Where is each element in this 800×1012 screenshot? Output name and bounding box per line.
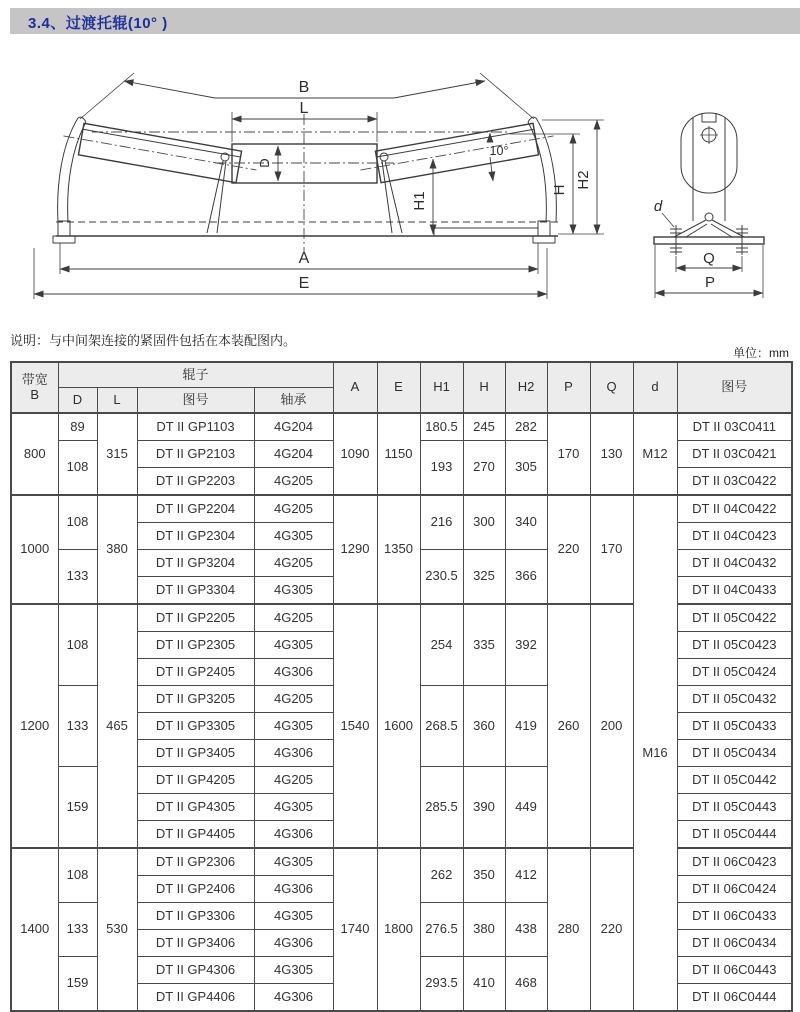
dim-q-cell: 200	[590, 604, 633, 848]
roller-diameter-cell: 159	[58, 957, 97, 1012]
roller-code-cell: DT II GP2203	[137, 468, 254, 496]
roller-length-cell: 465	[97, 604, 137, 848]
dim-l	[232, 100, 377, 142]
bearing-cell: 4G306	[254, 740, 333, 767]
roller-code-cell: DT II GP2405	[137, 659, 254, 686]
roller-diameter-cell: 108	[58, 441, 97, 496]
dim-h1-cell: 276.5	[420, 903, 463, 957]
bearing-cell: 4G205	[254, 686, 333, 713]
side-view	[654, 113, 764, 298]
dim-h1-cell: 180.5	[420, 413, 463, 441]
left-roller	[61, 120, 260, 186]
dim-h-label: H	[551, 184, 568, 196]
assembly-code-cell: DT II 03C0411	[677, 413, 792, 441]
dim-h1-cell: 285.5	[420, 767, 463, 849]
roller-code-cell: DT II GP3305	[137, 713, 254, 740]
roller-code-cell: DT II GP2205	[137, 604, 254, 632]
dim-p-cell: 220	[547, 495, 590, 604]
left-support-bracket	[207, 153, 229, 233]
roller-code-cell: DT II GP3304	[137, 577, 254, 605]
dim-h2-cell: 366	[505, 550, 547, 605]
dim-d	[257, 146, 278, 181]
roller-code-cell: DT II GP4405	[137, 821, 254, 849]
bearing-cell: 4G305	[254, 794, 333, 821]
roller-code-cell: DT II GP4306	[137, 957, 254, 984]
mount-plate	[654, 237, 764, 244]
band-width-cell: 800	[11, 413, 58, 495]
header-q: Q	[590, 362, 633, 413]
header-h1: H1	[420, 362, 463, 413]
dim-e-cell: 1600	[377, 604, 420, 848]
right-support-bracket	[380, 153, 402, 233]
band-width-cell: 1200	[11, 604, 58, 848]
dim-angle	[490, 133, 509, 181]
assembly-code-cell: DT II 05C0444	[677, 821, 792, 849]
dim-h-cell: 300	[463, 495, 505, 550]
dim-q-cell: 170	[590, 495, 633, 604]
bearing-cell: 4G306	[254, 984, 333, 1012]
dim-h1-cell: 254	[420, 604, 463, 686]
dim-h2-cell: 282	[505, 413, 547, 441]
assembly-note: 说明：与中间架连接的紧固件包括在本装配图内。	[10, 333, 297, 348]
section-title: 3.4、过渡托辊(10° )	[28, 15, 168, 32]
dim-h-cell: 350	[463, 848, 505, 903]
right-roller	[358, 120, 557, 186]
dim-h1-label: H1	[411, 191, 428, 211]
dim-h2-cell: 340	[505, 495, 547, 550]
bearing-cell: 4G204	[254, 441, 333, 468]
dim-a-cell: 1540	[333, 604, 377, 848]
roller-code-cell: DT II GP1103	[137, 413, 254, 441]
roller-code-cell: DT II GP2306	[137, 848, 254, 876]
dim-p-cell: 260	[547, 604, 590, 848]
assembly-code-cell: DT II 06C0424	[677, 876, 792, 903]
dim-h2-cell: 438	[505, 903, 547, 957]
bearing-cell: 4G305	[254, 957, 333, 984]
dim-e-label: E	[298, 275, 310, 292]
roller-diameter-cell: 108	[58, 495, 97, 550]
assembly-code-cell: DT II 05C0443	[677, 794, 792, 821]
bearing-cell: 4G306	[254, 821, 333, 849]
header-p: P	[547, 362, 590, 413]
dim-h1-cell: 216	[420, 495, 463, 550]
dim-q	[676, 250, 742, 272]
right-bolt	[736, 225, 748, 255]
dim-e-cell: 1150	[377, 413, 420, 495]
bearing-cell: 4G305	[254, 577, 333, 605]
assembly-code-cell: DT II 04C0422	[677, 495, 792, 523]
assembly-code-cell: DT II 06C0423	[677, 848, 792, 876]
dim-p-cell: 170	[547, 413, 590, 495]
header-h: H	[463, 362, 505, 413]
dim-a-cell: 1740	[333, 848, 377, 1011]
assembly-code-cell: DT II 06C0433	[677, 903, 792, 930]
assembly-code-cell: DT II 05C0442	[677, 767, 792, 794]
dim-h-cell: 325	[463, 550, 505, 605]
dim-h1-cell: 262	[420, 848, 463, 903]
bearing-cell: 4G205	[254, 604, 333, 632]
assembly-code-cell: DT II 05C0423	[677, 632, 792, 659]
roller-code-cell: DT II GP3405	[137, 740, 254, 767]
dim-bolt-d	[654, 198, 674, 227]
front-view	[34, 73, 604, 299]
dim-h2-label: H2	[575, 170, 592, 190]
roller-code-cell: DT II GP3406	[137, 930, 254, 957]
bolt-size-cell: M16	[633, 495, 677, 1011]
assembly-code-cell: DT II 03C0421	[677, 441, 792, 468]
bearing-cell: 4G204	[254, 413, 333, 441]
header-fig-no: 图号	[677, 362, 792, 413]
assembly-code-cell: DT II 05C0422	[677, 604, 792, 632]
dim-h2-cell: 412	[505, 848, 547, 903]
header-band-line2: B	[30, 386, 40, 402]
section-title-bar	[10, 8, 800, 34]
base-frame	[53, 221, 558, 243]
center-roller	[215, 144, 394, 183]
right-side-guard	[528, 117, 556, 222]
roller-code-cell: DT II GP3204	[137, 550, 254, 577]
header-a: A	[333, 362, 377, 413]
table-row	[11, 495, 792, 523]
header-band-line1: 带宽	[21, 371, 48, 387]
dim-e-cell: 1800	[377, 848, 420, 1011]
bearing-cell: 4G306	[254, 876, 333, 903]
dim-e	[34, 248, 547, 299]
roller-code-cell: DT II GP3306	[137, 903, 254, 930]
dim-h1-cell: 230.5	[420, 550, 463, 605]
assembly-code-cell: DT II 03C0422	[677, 468, 792, 496]
bearing-cell: 4G305	[254, 903, 333, 930]
dim-h2-cell: 449	[505, 767, 547, 849]
spec-table	[10, 361, 793, 1012]
dim-b-label: B	[298, 79, 310, 96]
table-header	[11, 362, 792, 413]
dim-h1	[411, 159, 433, 234]
band-width-cell: 1400	[11, 848, 58, 1011]
header-roller-d: D	[58, 388, 97, 414]
roller-length-cell: 315	[97, 413, 137, 495]
header-h2: H2	[505, 362, 547, 413]
dim-l-label: L	[299, 100, 309, 117]
dim-q-label: Q	[703, 250, 715, 267]
unit-label: 单位：mm	[733, 346, 789, 360]
table-row	[11, 413, 792, 441]
technical-drawing	[10, 56, 790, 320]
roller-code-cell: DT II GP3205	[137, 686, 254, 713]
bearing-cell: 4G205	[254, 495, 333, 523]
dim-h1-cell: 193	[420, 441, 463, 496]
header-bearing: 轴承	[254, 388, 333, 414]
header-e: E	[377, 362, 420, 413]
dim-p-cell: 280	[547, 848, 590, 1011]
roller-diameter-cell: 89	[58, 413, 97, 441]
bearing-cell: 4G305	[254, 848, 333, 876]
dim-d-label: D	[257, 158, 272, 168]
dim-e-cell: 1350	[377, 495, 420, 604]
roller-diameter-cell: 133	[58, 903, 97, 957]
bearing-cell: 4G205	[254, 767, 333, 794]
assembly-code-cell: DT II 04C0433	[677, 577, 792, 605]
dim-h-cell: 360	[463, 686, 505, 767]
roller-code-cell: DT II GP4406	[137, 984, 254, 1012]
dim-h2-cell: 392	[505, 604, 547, 686]
roller-diameter-cell: 159	[58, 767, 97, 849]
roller-code-cell: DT II GP2204	[137, 495, 254, 523]
dim-h-cell: 410	[463, 957, 505, 1012]
assembly-code-cell: DT II 05C0433	[677, 713, 792, 740]
dim-a-cell: 1290	[333, 495, 377, 604]
dim-a	[60, 243, 538, 274]
bolt-size-cell: M12	[633, 413, 677, 495]
dim-h2-cell: 419	[505, 686, 547, 767]
bearing-cell: 4G205	[254, 550, 333, 577]
dim-h-cell: 380	[463, 903, 505, 957]
dim-h1-cell: 293.5	[420, 957, 463, 1012]
roller-length-cell: 530	[97, 848, 137, 1011]
roller-code-cell: DT II GP2304	[137, 523, 254, 550]
dim-h1-cell: 268.5	[420, 686, 463, 767]
header-roller-l: L	[97, 388, 137, 414]
assembly-code-cell: DT II 04C0423	[677, 523, 792, 550]
bearing-cell: 4G305	[254, 713, 333, 740]
roller-diameter-cell: 133	[58, 686, 97, 767]
roller-diameter-cell: 108	[58, 848, 97, 903]
assembly-code-cell: DT II 04C0432	[677, 550, 792, 577]
dim-a-cell: 1090	[333, 413, 377, 495]
dim-p-label: P	[704, 274, 716, 291]
assembly-code-cell: DT II 06C0434	[677, 930, 792, 957]
assembly-code-cell: DT II 06C0444	[677, 984, 792, 1012]
roller-code-cell: DT II GP2406	[137, 876, 254, 903]
assembly-code-cell: DT II 06C0443	[677, 957, 792, 984]
assembly-code-cell: DT II 05C0424	[677, 659, 792, 686]
dim-h-cell: 270	[463, 441, 505, 496]
dim-q-cell: 130	[590, 413, 633, 495]
left-bolt	[670, 225, 682, 255]
dim-h-cell: 335	[463, 604, 505, 686]
bearing-cell: 4G305	[254, 523, 333, 550]
header-bolt-d: d	[633, 362, 677, 413]
header-band-width	[11, 362, 58, 413]
roller-code-cell: DT II GP2103	[137, 441, 254, 468]
roller-diameter-cell: 133	[58, 550, 97, 605]
bearing-cell: 4G306	[254, 659, 333, 686]
header-roller-code: 图号	[137, 388, 254, 414]
dim-angle-label: 10°	[489, 144, 509, 158]
dim-h2-cell: 305	[505, 441, 547, 496]
bearing-cell: 4G306	[254, 930, 333, 957]
assembly-code-cell: DT II 05C0432	[677, 686, 792, 713]
v-bracket	[674, 213, 744, 237]
roller-length-cell: 380	[97, 495, 137, 604]
assembly-code-cell: DT II 05C0434	[677, 740, 792, 767]
bearing-cell: 4G205	[254, 468, 333, 496]
roller-code-cell: DT II GP4205	[137, 767, 254, 794]
side-roller-body	[681, 113, 737, 221]
dim-q-cell: 220	[590, 848, 633, 1011]
roller-diameter-cell: 108	[58, 604, 97, 686]
dim-h-cell: 390	[463, 767, 505, 849]
header-roller-group: 辊子	[58, 362, 333, 388]
roller-code-cell: DT II GP4305	[137, 794, 254, 821]
dim-h-cell: 245	[463, 413, 505, 441]
roller-code-cell: DT II GP2305	[137, 632, 254, 659]
dim-bolt-d-label: d	[653, 198, 663, 215]
bearing-cell: 4G305	[254, 632, 333, 659]
band-width-cell: 1000	[11, 495, 58, 604]
dim-h2-cell: 468	[505, 957, 547, 1012]
dim-a-label: A	[298, 250, 310, 267]
